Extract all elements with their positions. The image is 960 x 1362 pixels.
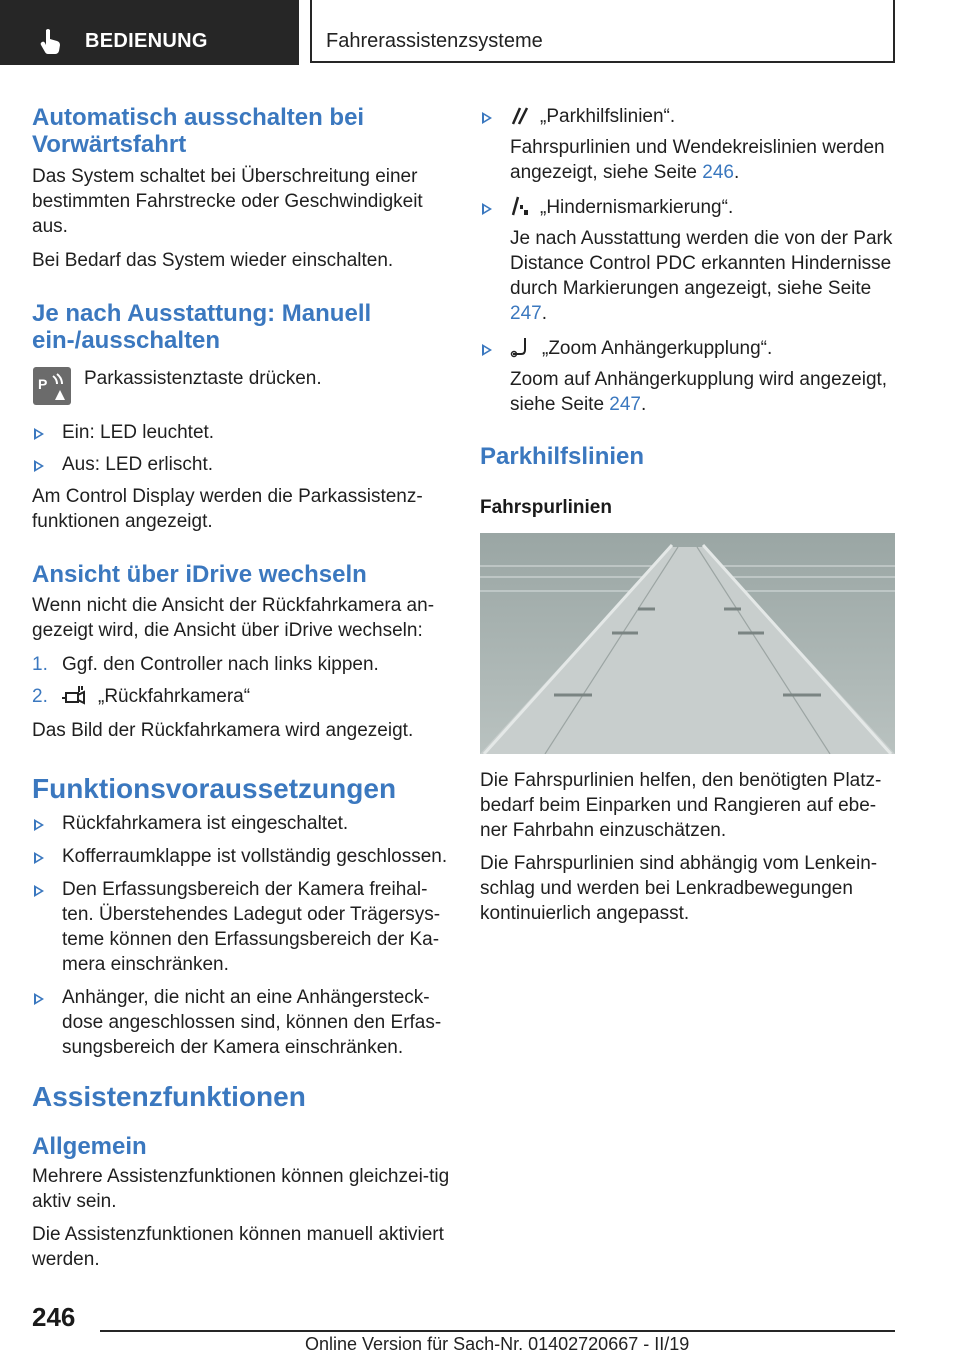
- list-item: Den Erfassungsbereich der Kamera freihal-ten. Überstehendes Ladegut oder Trägersys-teme können den Erfassungsbereich der Ka-mera einschränken.: [32, 877, 452, 977]
- lane-lines-illustration: [480, 533, 895, 754]
- paragraph-press-button: Parkassistenztaste drücken.: [84, 368, 322, 389]
- heading-parking-lines: Parkhilfslinien: [480, 443, 645, 470]
- list-item: Kofferraumklappe ist vollständig geschlossen.: [32, 844, 452, 869]
- bullet-triangle-icon: [34, 428, 44, 440]
- view-block: [32, 561, 452, 743]
- section-tab: [0, 0, 299, 65]
- bullet-triangle-icon: [34, 885, 44, 897]
- left-column: [32, 104, 452, 273]
- paragraph-obstacle: Je nach Ausstattung werden die von der Park Distance Control PDC erkannten Hindernisse durch Markierungen angezeigt, siehe Seite 247.: [510, 228, 893, 324]
- list-item: Ein: LED leuchtet.: [32, 420, 452, 445]
- led-list: [32, 420, 452, 534]
- page-link-246[interactable]: 246: [702, 162, 734, 183]
- paragraph-lanes-1: Die Fahrspurlinien helfen, den benötigten Platz-bedarf beim Einparken und Rangieren auf ebe-ner Fahrbahn einzuschätzen.: [480, 770, 882, 841]
- bullet-triangle-icon: [34, 460, 44, 472]
- left-manual-block: [32, 300, 452, 354]
- trailer-hitch-icon: [510, 336, 532, 358]
- list-item: 2. „Rückfahrkamera“: [32, 686, 251, 707]
- heading-view: Ansicht über iDrive wechseln: [32, 561, 367, 588]
- heading-auto-off: Automatisch ausschalten bei Vorwärtsfahrt: [32, 104, 365, 158]
- heading-lanes: Fahrspurlinien: [480, 497, 612, 518]
- list-item: „Parkhilfslinien“.: [480, 104, 900, 129]
- heading-general: Allgemein: [32, 1133, 147, 1160]
- lanes-text-block: [480, 768, 900, 926]
- paragraph-general-2: Die Assistenzfunktionen können manuell aktiviert werden.: [32, 1224, 444, 1270]
- online-version-note: Online Version für Sach-Nr. 01402720667 - II/19: [305, 1334, 690, 1354]
- list-item: „Zoom Anhängerkupplung“.: [480, 336, 900, 361]
- list-item: 1. Ggf. den Controller nach links kippen.: [32, 654, 379, 675]
- parking-lines-icon: [510, 106, 530, 126]
- page-number: 246: [32, 1302, 76, 1332]
- list-item: „Hindernismarkierung“.: [480, 195, 900, 220]
- bullet-triangle-icon: [482, 203, 492, 215]
- paragraph-view: Wenn nicht die Ansicht der Rückfahrkamera an-gezeigt wird, die Ansicht über iDrive wechseln:: [32, 595, 435, 641]
- list-item: Anhänger, die nicht an eine Anhängersteck-dose angeschlossen sind, können den Erfas-sungsbereich der Kamera einschränken.: [32, 985, 452, 1060]
- paragraph-parking-lines: Fahrspurlinien und Wendekreislinien werden angezeigt, siehe Seite 246.: [510, 137, 885, 183]
- rear-camera-icon: [62, 684, 88, 706]
- paragraph-auto-off-2: Bei Bedarf das System wieder einschalten.: [32, 250, 394, 271]
- paragraph-lanes-2: Die Fahrspurlinien sind abhängig vom Lenkein-schlag und werden bei Lenkradbewegungen kontinuierlich angepasst.: [480, 853, 878, 924]
- assist-block: [32, 1081, 452, 1272]
- svg-text:P: P: [38, 376, 48, 392]
- paragraph-trailer: Zoom auf Anhängerkupplung wird angezeigt, siehe Seite 247.: [510, 369, 888, 415]
- chapter-label: Fahrerassistenzsysteme: [326, 30, 543, 52]
- bullet-triangle-icon: [482, 344, 492, 356]
- bullet-triangle-icon: [34, 993, 44, 1005]
- heading-assist: Assistenzfunktionen: [32, 1081, 306, 1112]
- paragraph-control-display: Am Control Display werden die Parkassistenz-funktionen angezeigt.: [32, 486, 423, 532]
- chapter-tab: [310, 0, 895, 63]
- paragraph-auto-off-1: Das System schaltet bei Überschreitung einer bestimmten Fahrstrecke oder Geschwindigkeit aus.: [32, 166, 423, 237]
- paragraph-general-1: Mehrere Assistenzfunktionen können gleichzei-tig aktiv sein.: [32, 1166, 450, 1212]
- right-column: [480, 104, 900, 520]
- requirements-block: [32, 773, 452, 1060]
- bullet-triangle-icon: [34, 819, 44, 831]
- footer-rule: [100, 1330, 895, 1332]
- hand-pointer-icon: [40, 28, 62, 54]
- list-item: Aus: LED erlischt.: [32, 452, 452, 477]
- bullet-triangle-icon: [482, 112, 492, 124]
- obstacle-marking-icon: [510, 195, 530, 217]
- page-link-247[interactable]: 247: [510, 303, 542, 324]
- paragraph-view-result: Das Bild der Rückfahrkamera wird angezeigt.: [32, 720, 414, 741]
- bullet-triangle-icon: [34, 852, 44, 864]
- page-link-247[interactable]: 247: [609, 394, 641, 415]
- heading-manual: Je nach Ausstattung: Manuell ein-/ausschalten: [32, 300, 372, 354]
- heading-requirements: Funktionsvoraussetzungen: [32, 773, 397, 804]
- park-assist-button-icon: [33, 367, 71, 405]
- section-label: BEDIENUNG: [85, 30, 208, 52]
- list-item: Rückfahrkamera ist eingeschaltet.: [32, 811, 452, 836]
